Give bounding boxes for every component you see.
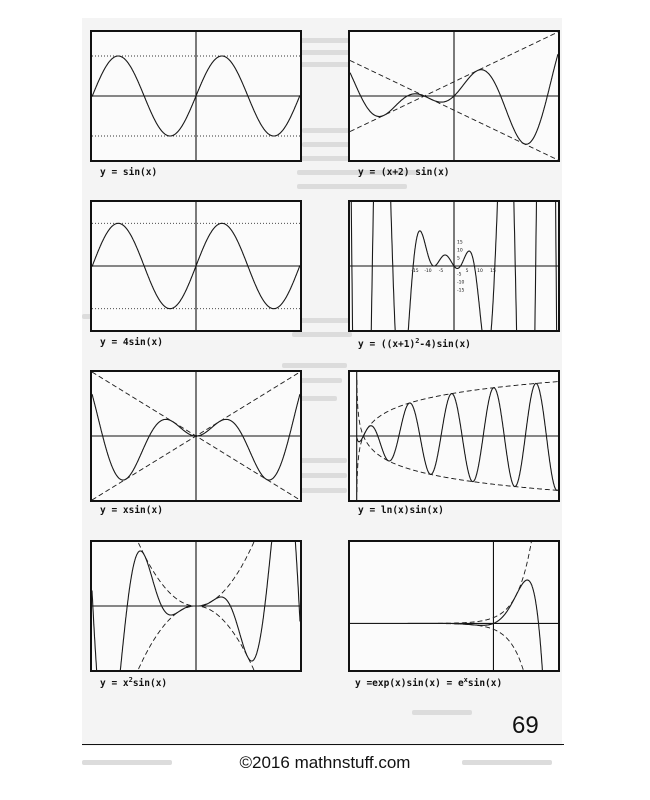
function-curve	[350, 580, 558, 670]
graph-sin-x-plot	[92, 32, 300, 160]
graph-poly-sin-x-plot	[350, 202, 558, 330]
caption-ln-x-sin-x: y = ln(x)sin(x)	[358, 505, 444, 516]
graph-4sin-x-plot	[92, 202, 300, 330]
graph-x-plus-2-sin-x-plot	[350, 32, 558, 160]
caption-x2-sin-x: $y = x^2\sin(x)$	[100, 676, 168, 690]
footer-rule	[82, 744, 564, 745]
envelope-curve	[357, 380, 558, 491]
graph-x-sin-x	[90, 370, 302, 502]
inset-x-tick-label: -10	[424, 269, 432, 274]
inset-x-tick-label: -5	[438, 269, 444, 274]
inset-x-tick-label: 10	[477, 269, 483, 274]
graph-poly-sin-x	[348, 200, 560, 332]
function-curve	[357, 383, 558, 490]
inset-y-tick-label: -5	[457, 272, 462, 278]
caption-4sin-x: y = 4sin(x)	[100, 337, 163, 348]
page-number: 69	[512, 712, 539, 739]
inset-x-tick-label: 5	[465, 269, 469, 274]
inset-x-tick-label: 15	[490, 269, 496, 274]
inset-x-tick-label: -15	[411, 269, 419, 274]
graph-x-sin-x-plot	[92, 372, 300, 500]
graph-sin-x	[90, 30, 302, 162]
graph-ln-x-sin-x	[348, 370, 560, 502]
caption-sin-x: y = sin(x)	[100, 167, 158, 178]
envelope-curve	[357, 382, 558, 493]
inset-y-tick-label: 15	[457, 240, 463, 246]
caption-poly-sin-x: $y = ((x+1)^2-4)\sin(x)$	[358, 337, 471, 351]
caption-x-plus-2-sin-x: y = (x+2) sin(x)	[358, 167, 450, 178]
envelope-curve	[350, 542, 558, 624]
caption-x-sin-x: y = xsin(x)	[100, 505, 163, 516]
inset-y-tick-label: 5	[457, 256, 460, 262]
graph-exp-sin-x-plot	[350, 542, 558, 670]
graph-ln-x-sin-x-plot	[350, 372, 558, 500]
graph-4sin-x	[90, 200, 302, 332]
graph-x-plus-2-sin-x	[348, 30, 560, 162]
inset-y-tick-label: 10	[457, 248, 463, 254]
graph-x2-sin-x	[90, 540, 302, 672]
inset-y-tick-label: -10	[457, 280, 465, 286]
copyright-notice: ©2016 mathnstuff.com	[239, 753, 411, 772]
caption-exp-sin-x: $y =\exp(x)\sin(x) = e^x\sin(x)$	[355, 676, 503, 690]
inset-y-tick-label: -15	[457, 288, 465, 294]
envelope-curve	[350, 624, 558, 671]
graph-x2-sin-x-plot	[92, 542, 300, 670]
graph-exp-sin-x	[348, 540, 560, 672]
